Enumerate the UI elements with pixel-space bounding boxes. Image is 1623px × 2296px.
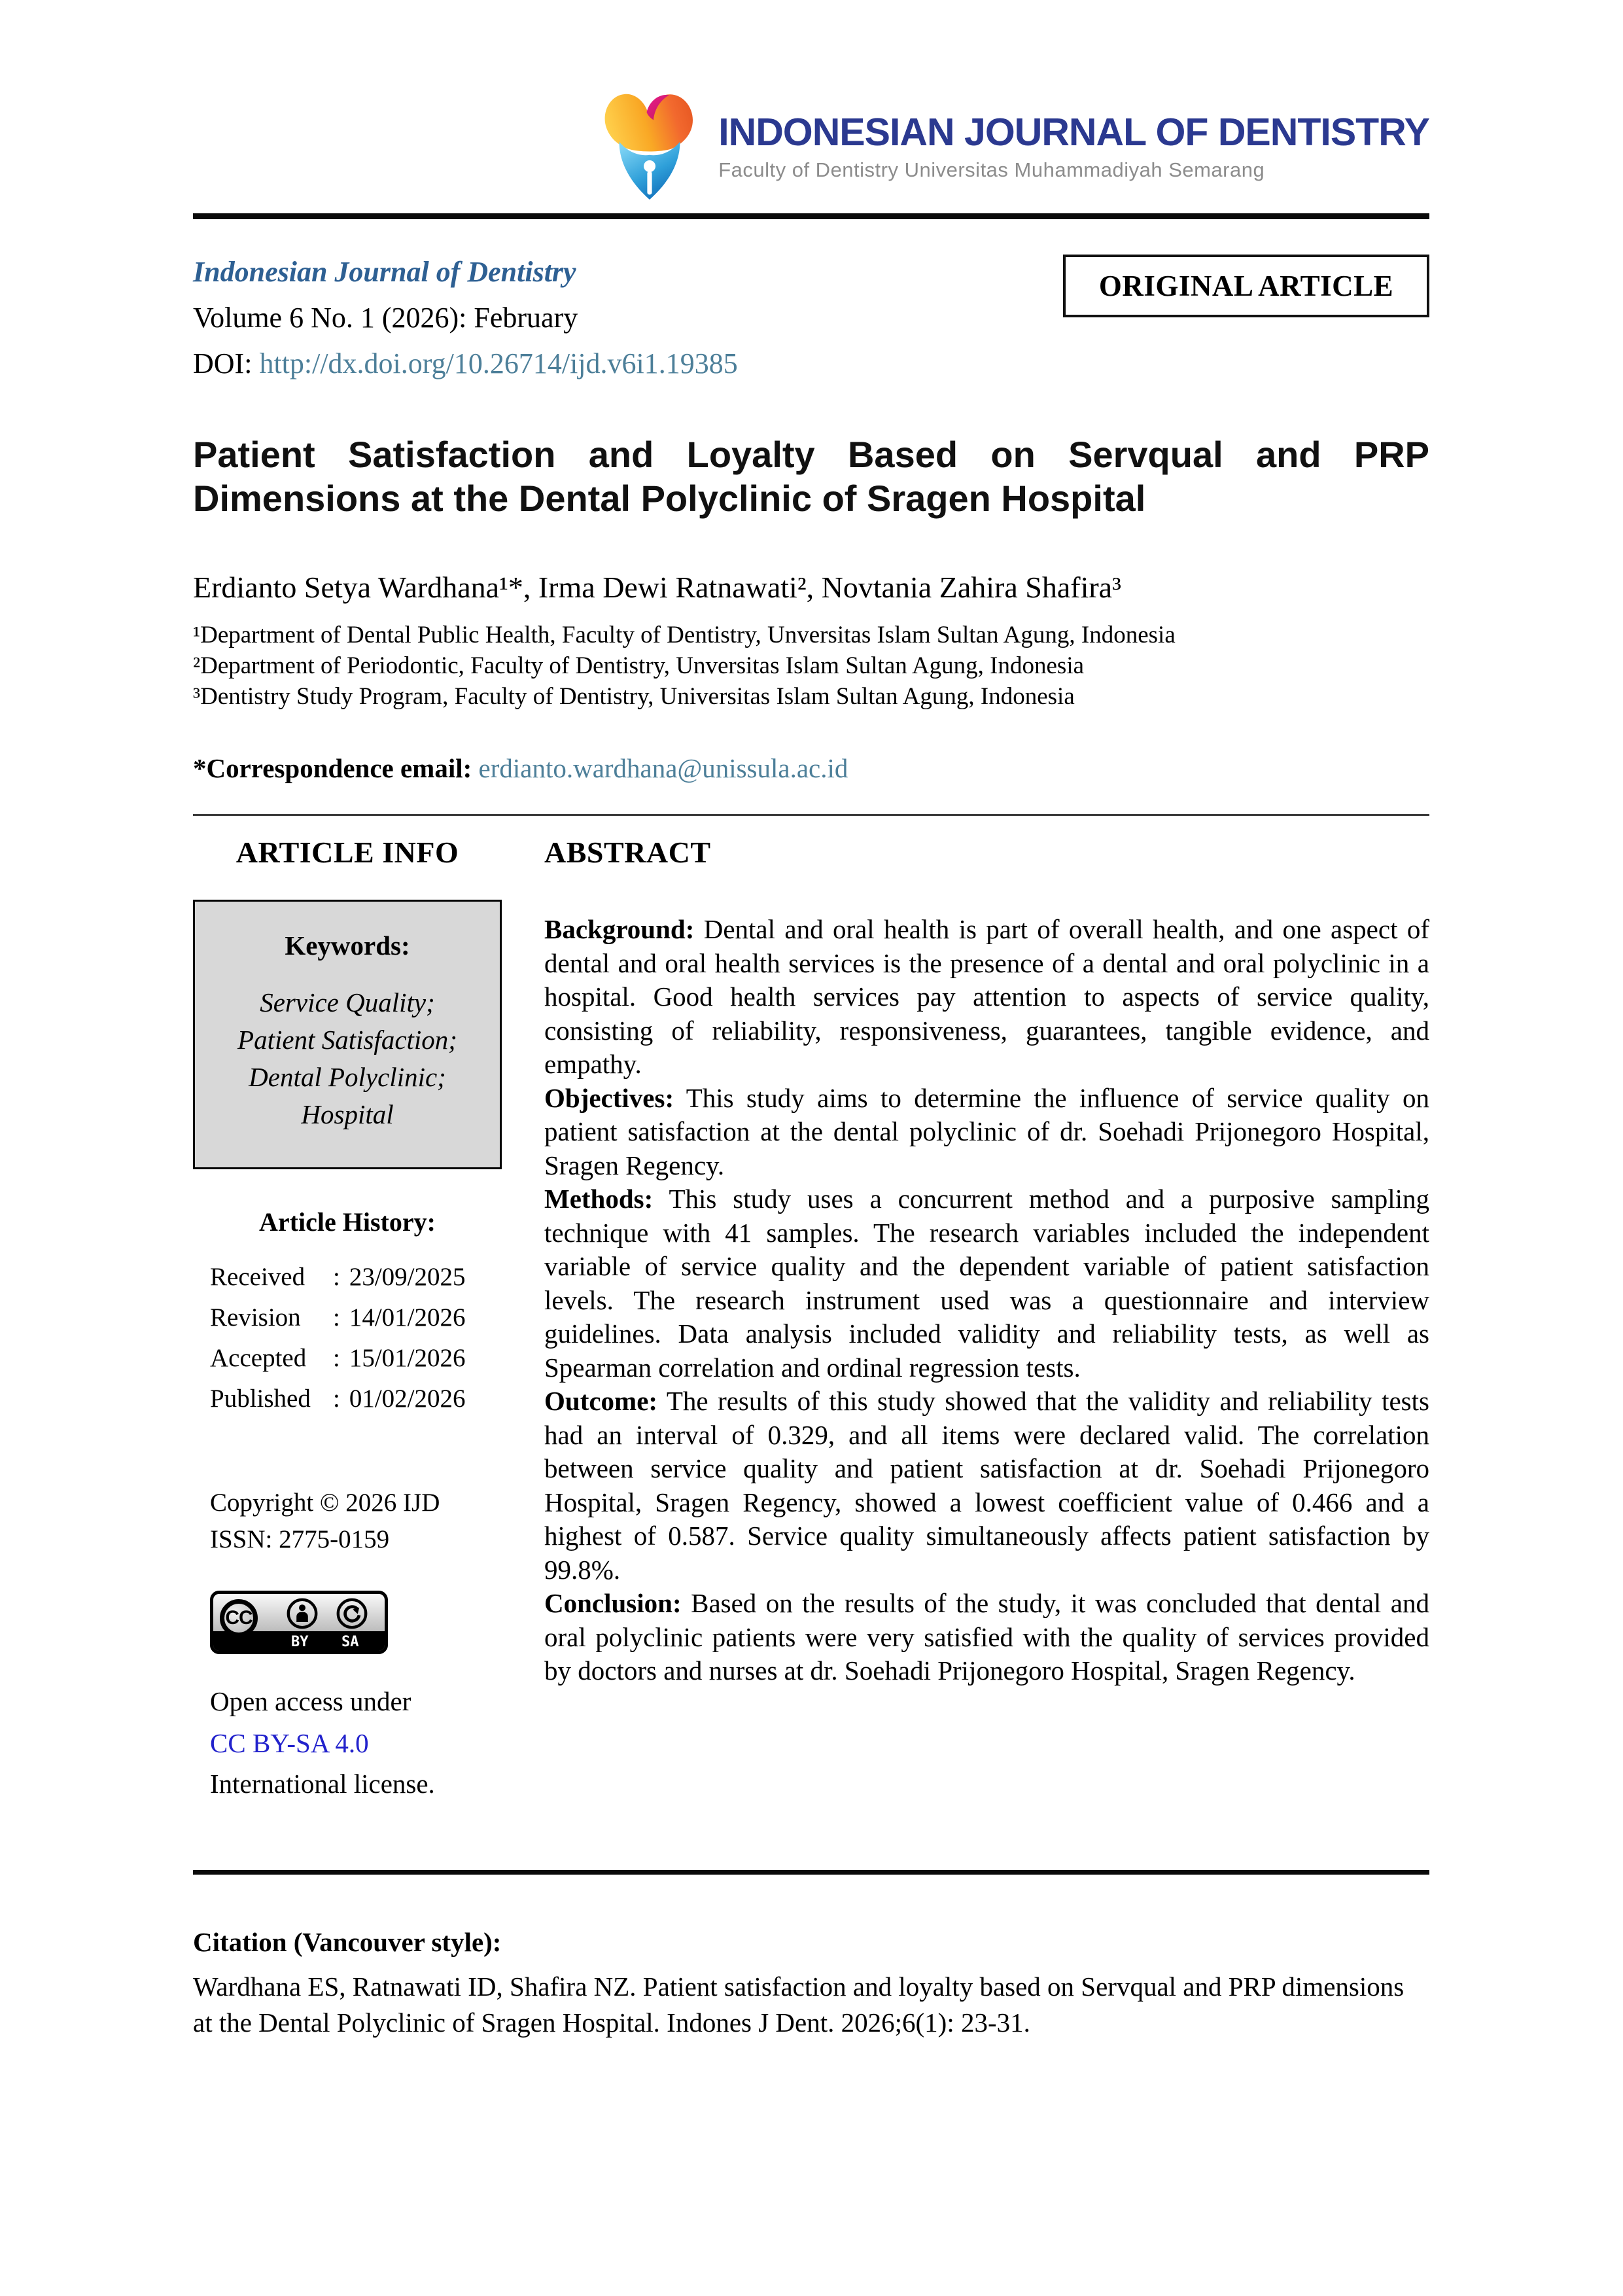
article-history-heading: Article History:: [259, 1207, 436, 1237]
abstract-heading: ABSTRACT: [544, 836, 711, 869]
affiliation-2: ²Department of Periodontic, Faculty of Dentistry, Unversitas Islam Sultan Agung, Indonesia: [193, 652, 1085, 679]
journal-logo: [601, 89, 1429, 204]
cc-by-sa-badge: [210, 1591, 388, 1654]
history-row: Published : 01/02/2026: [210, 1385, 466, 1413]
keyword: Patient Satisfaction;: [237, 1025, 457, 1055]
abstract-methods: Methods: This study uses a concurrent method and a purposive sampling technique with 41 samples. The research variables included the independent variable of service quality and the dependent variable of patient satisfaction levels. The research instrument used was a questionnaire and interview guidelines. Data analysis included validity and reliability tests, as well as Spearman correlation and ordinal regression tests.: [544, 1184, 1429, 1383]
abstract-conclusion: Conclusion: Based on the results of the study, it was concluded that dental and oral polyclinic patients were very satisfied with the quality of services provided by doctors and nurses at dr. Soehadi Prijonegoro Hospital, Sragen Regency.: [544, 1588, 1429, 1686]
keywords-box: [193, 900, 502, 1169]
history-row: Received : 23/09/2025: [210, 1263, 466, 1291]
masthead: [193, 89, 1429, 204]
journal-publisher: Faculty of Dentistry Universitas Muhammadiyah Semarang: [718, 158, 1265, 181]
journal-name: INDONESIAN JOURNAL OF DENTISTRY: [718, 111, 1429, 154]
article-info-column: [193, 834, 543, 1802]
correspondence-label: *Correspondence email:: [193, 753, 479, 783]
issn-line: ISSN: 2775-0159: [210, 1525, 390, 1553]
citation-text: Wardhana ES, Ratnawati ID, Shafira NZ. Patient satisfaction and loyalty based on Servqual and PRP dimensions at the Dental Polyclinic of Sragen Hospital. Indones J Dent. 2026;6(1): 23-31.: [193, 1971, 1405, 2038]
keyword: Hospital: [301, 1099, 394, 1129]
info-abstract-columns: [193, 834, 1429, 1802]
license-line-1: Open access under: [210, 1686, 411, 1716]
article-history: [193, 1257, 543, 1419]
keywords-heading: Keywords:: [285, 930, 410, 961]
citation-divider: [193, 1870, 1429, 1875]
share-alike-arrow-icon: [336, 1598, 368, 1629]
attribution-person-icon: [287, 1598, 318, 1629]
keywords-list: [204, 984, 491, 1133]
history-row: Revision : 14/01/2026: [210, 1303, 466, 1332]
affiliation-3: ³Dentistry Study Program, Faculty of Dentistry, Universitas Islam Sultan Agung, Indonesia: [193, 683, 1075, 710]
affiliation-1: ¹Department of Dental Public Health, Faculty of Dentistry, Unversitas Islam Sultan Agung, Indonesia: [193, 622, 1176, 648]
author-line: Erdianto Setya Wardhana¹*, Irma Dewi Ratnawati², Novtania Zahira Shafira³: [193, 571, 1121, 604]
doi-label: DOI:: [193, 347, 253, 380]
abstract-background: Background: Dental and oral health is part of overall health, and one aspect of dental and oral health services is the presence of a dental and oral polyclinic in a hospital. Good health services pay attention to aspects of service quality, consisting of reliability, responsiveness, guarantees, tangible evidence, and empathy.: [544, 914, 1429, 1079]
citation-heading: Citation (Vancouver style):: [193, 1927, 502, 1957]
abstract-objectives: Objectives: This study aims to determine the influence of service quality on patient satisfaction at the dental polyclinic of dr. Soehadi Prijonegoro Hospital, Sragen Regency.: [544, 1082, 1429, 1180]
license-line-3: International license.: [210, 1769, 435, 1799]
journal-meta: [193, 249, 738, 387]
keyword: Dental Polyclinic;: [249, 1062, 446, 1092]
article-info-heading: ARTICLE INFO: [236, 836, 459, 869]
volume-issue-line: Volume 6 No. 1 (2026): February: [193, 302, 578, 334]
keyword: Service Quality;: [260, 987, 435, 1017]
cc-logo-icon: CC: [220, 1599, 258, 1637]
doi-link[interactable]: http://dx.doi.org/10.26714/ijd.v6i1.19385: [259, 347, 738, 380]
abstract-body: [544, 913, 1429, 1688]
tooth-pen-logo-icon: [601, 90, 699, 203]
cc-sa-label: SA: [341, 1634, 359, 1650]
doi-line: [193, 341, 738, 387]
copyright-line: Copyright © 2026 IJD: [210, 1489, 440, 1517]
affiliations: [193, 620, 1429, 712]
meta-row: [193, 249, 1429, 387]
article-title: Patient Satisfaction and Loyalty Based on Servqual and PRP Dimensions at the Dental Polyclinic of Sragen Hospital: [193, 434, 1429, 519]
abstract-column: [543, 834, 1429, 1802]
history-row: Accepted : 15/01/2026: [210, 1344, 466, 1372]
header-divider: [193, 213, 1429, 219]
abstract-outcome: Outcome: The results of this study showed that the validity and reliability tests had an interval of 0.329, and all items were declared valid. The correlation between service quality and patient satisfaction at dr. Soehadi Prijonegoro Hospital, Sragen Regency, showed a lowest coefficient value of 0.466 and a highest of 0.587. Service quality simultaneously affects patient satisfaction by 99.8%.: [544, 1386, 1429, 1585]
cc-by-label: BY: [291, 1634, 309, 1650]
original-article-badge: [1063, 255, 1429, 317]
correspondence-line: [193, 751, 1429, 785]
cc-by-sa-license-link[interactable]: CC BY-SA 4.0: [210, 1728, 369, 1758]
logo-text: [718, 111, 1429, 182]
original-article-badge-label: ORIGINAL ARTICLE: [1098, 270, 1394, 302]
section-divider: [193, 814, 1429, 816]
journal-title-italic: Indonesian Journal of Dentistry: [193, 256, 576, 288]
correspondence-email-link[interactable]: erdianto.wardhana@unissula.ac.id: [478, 753, 848, 783]
